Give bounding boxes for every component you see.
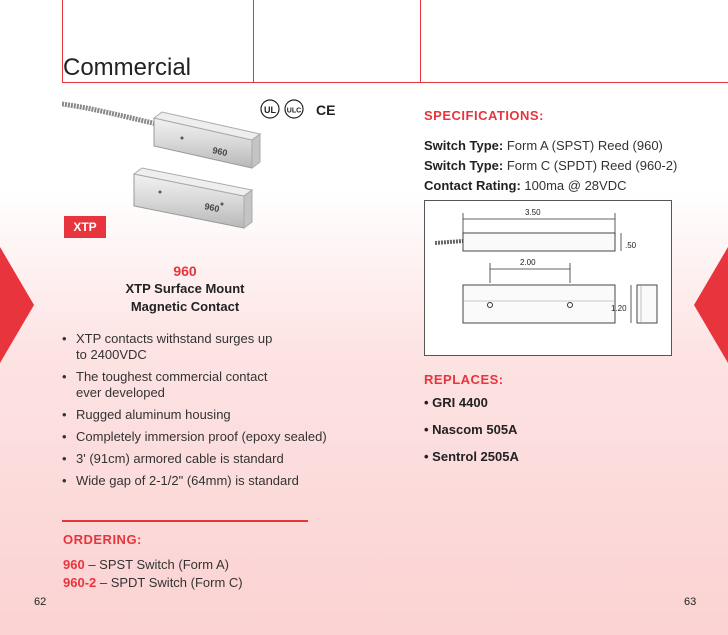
feature-list: [62, 331, 362, 495]
feature-item: • Completely immersion proof (epoxy sealed): [62, 429, 362, 445]
ordering-item: 960-2 – SPDT Switch (Form C): [63, 575, 243, 590]
model-number: 960: [173, 263, 197, 279]
dim-height-label: .50: [625, 241, 637, 250]
dimension-drawing: [424, 200, 672, 356]
housing-model-label: 960: [211, 145, 229, 159]
right-side-tab: [694, 247, 728, 363]
ordering-rule: [62, 520, 308, 522]
specifications-heading: SPECIFICATIONS:: [424, 108, 544, 123]
feature-item: • Rugged aluminum housing: [62, 407, 362, 423]
series-tag: XTP: [64, 216, 106, 238]
page-number-right: 63: [684, 596, 697, 608]
svg-text:ULC: ULC: [286, 107, 302, 115]
magnet-model-label: 960: [203, 201, 221, 215]
replaces-item: • Sentrol 2505A: [424, 449, 519, 464]
feature-item: • XTP contacts withstand surges up to 2400VDC: [62, 331, 362, 363]
spec-row: Switch Type: Form C (SPDT) Reed (960-2): [424, 158, 678, 173]
ordering-item: 960 – SPST Switch (Form A): [63, 557, 229, 572]
feature-item: • 3' (91cm) armored cable is standard: [62, 451, 362, 467]
ordering-heading: ORDERING:: [63, 532, 142, 547]
dim-drawing-side-view: [463, 285, 615, 323]
feature-item: • The toughest commercial contact ever developed: [62, 369, 362, 401]
page-number-left: 62: [34, 596, 47, 608]
svg-text:UL: UL: [264, 105, 276, 115]
header-line-right: [420, 0, 421, 82]
feature-item: • Wide gap of 2-1/2" (64mm) is standard: [62, 473, 362, 489]
header-line-mid: [253, 0, 254, 82]
armored-cable: [62, 104, 157, 124]
header-rule: [62, 82, 728, 83]
left-side-tab: [0, 247, 34, 363]
page-title: Commercial: [63, 54, 192, 81]
certification-marks: [260, 98, 340, 120]
dim-drawing-end-view: [637, 285, 657, 323]
ce-mark-icon: CE: [316, 102, 336, 118]
product-name: XTP Surface Mount Magnetic Contact: [125, 281, 245, 314]
replaces-item: • GRI 4400: [424, 395, 488, 410]
replaces-item: • Nascom 505A: [424, 422, 518, 437]
dim-width-label: 1.20: [611, 304, 627, 313]
spec-row: Switch Type: Form A (SPST) Reed (960): [424, 138, 663, 153]
spec-row: Contact Rating: 100ma @ 28VDC: [424, 178, 627, 193]
dim-drawing-top-view: [463, 233, 615, 251]
replaces-heading: REPLACES:: [424, 372, 504, 387]
dim-spacing-label: 2.00: [520, 258, 536, 267]
dim-length-label: 3.50: [525, 208, 541, 217]
